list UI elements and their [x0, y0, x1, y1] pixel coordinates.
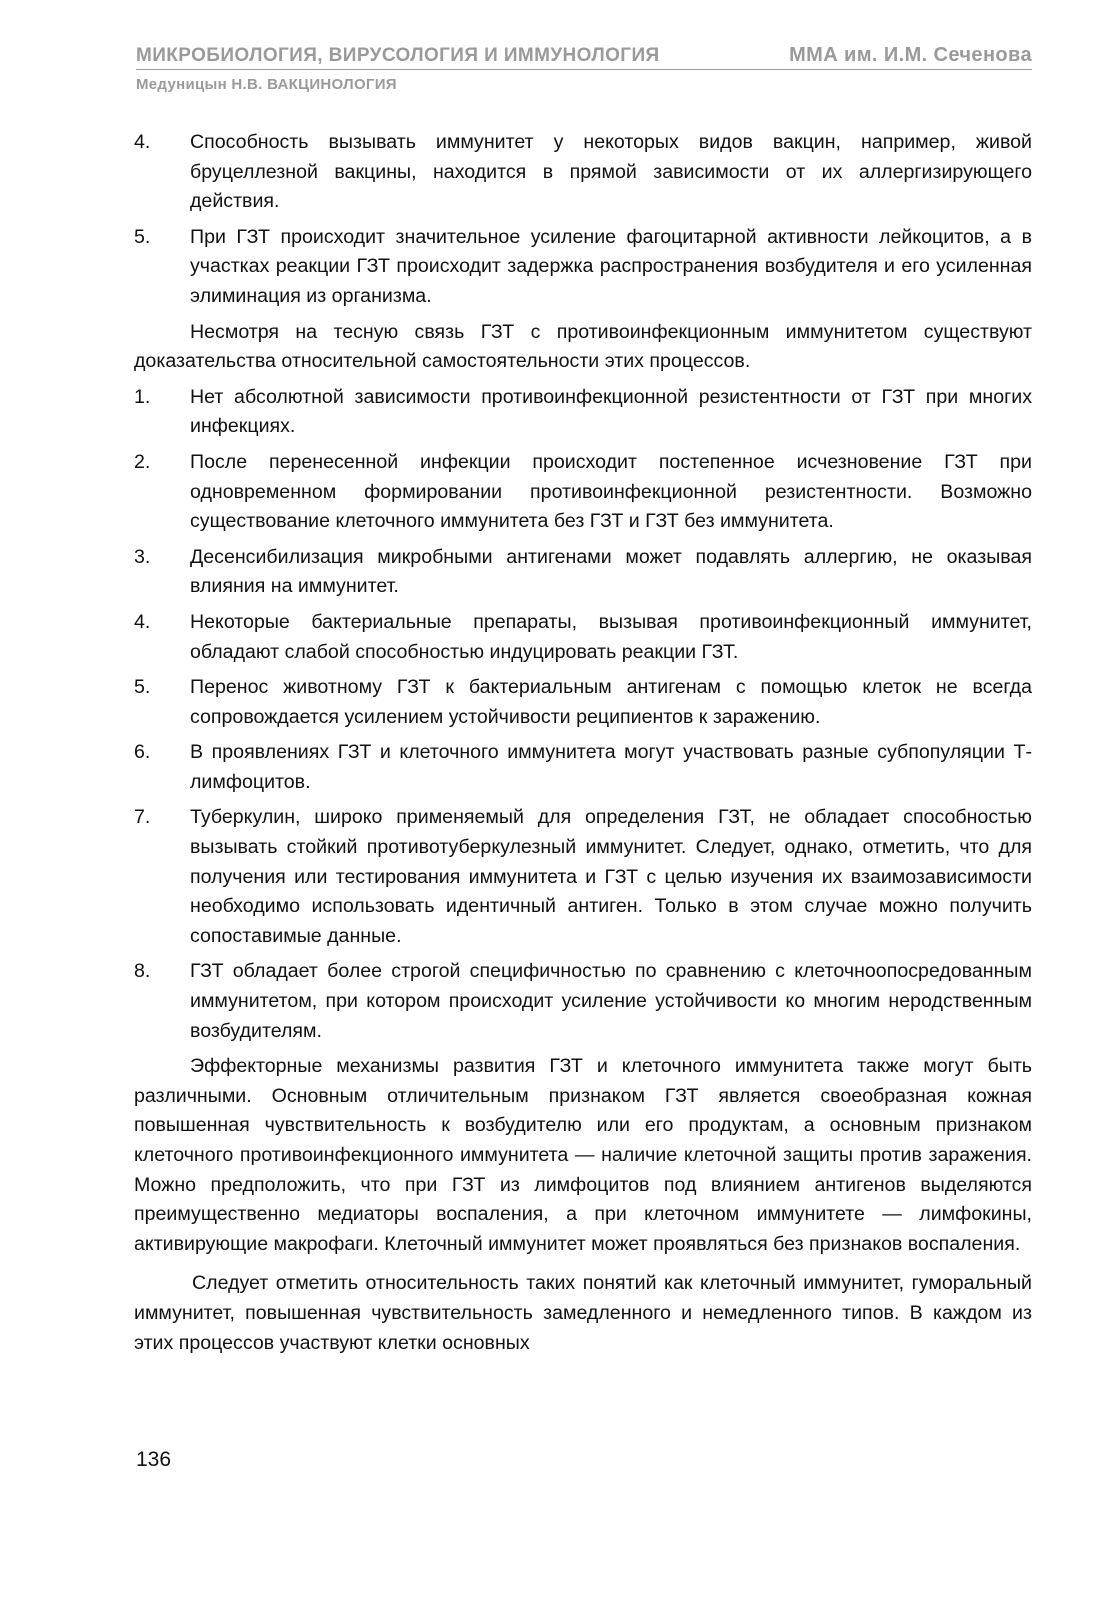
list-item-number: 6.	[134, 741, 151, 764]
list-item-number: 5.	[134, 676, 151, 699]
header-title-row	[136, 44, 1032, 70]
header-book-title: МИКРОБИОЛОГИЯ, ВИРУСОЛОГИЯ И ИММУНОЛОГИЯ	[136, 45, 660, 66]
list-item	[134, 673, 1032, 732]
list-item	[134, 223, 1032, 312]
list-item-text: Некоторые бактериальные препараты, вызывая противоинфекционный иммунитет, обладают слабой способностью индуцировать реакции ГЗТ.	[190, 610, 1032, 663]
list-item	[134, 738, 1032, 797]
list-item-text: При ГЗТ происходит значительное усиление фагоцитарной активности лейкоцитов, а в участках реакции ГЗТ происходит задержка распространения возбудителя и его усиленная элиминация из организма.	[190, 225, 1032, 307]
list-item-number: 5.	[134, 225, 151, 248]
list-item-text: В проявлениях ГЗТ и клеточного иммунитета могут участвовать разные субпопуляции Т-лимфоцитов.	[190, 741, 1032, 793]
list-item	[134, 128, 1032, 217]
page-body	[134, 128, 1032, 1364]
list-item-text: Способность вызывать иммунитет у некоторых видов вакцин, например, живой бруцеллезной вакцины, находится в прямой зависимости от их аллергизирующего действия.	[190, 131, 1032, 213]
list-item-number: 4.	[134, 131, 151, 153]
list-item-text: Нет абсолютной зависимости противоинфекционной резистентности от ГЗТ при многих инфекциях.	[190, 385, 1032, 438]
body-paragraph: Несмотря на тесную связь ГЗТ с противоинфекционным иммунитетом существуют доказательства относительной самостоятельности этих процессов.	[134, 320, 1032, 373]
list-item-text: ГЗТ обладает более строгой специфичностью по сравнению с клеточноопосредованным иммунитетом, при котором происходит усиление устойчивости ко многим неродственным возбудителям.	[190, 960, 1032, 1042]
header-institution: ММА им. И.М. Сеченова	[789, 44, 1032, 66]
list-item-text: Десенсибилизация микробными антигенами может подавлять аллергию, не оказывая влияния на иммунитет.	[190, 545, 1032, 598]
list-item	[134, 448, 1032, 537]
list-item	[134, 608, 1032, 667]
page-number: 136	[136, 1448, 172, 1471]
list-item-number: 1.	[134, 385, 151, 408]
body-paragraph: Следует отметить относительность таких понятий как клеточный иммунитет, гуморальный иммунитет, повышенная чувствительность замедленного и немедленного типов. В каждом из этих процессов участвуют клетки основных	[134, 1272, 1032, 1354]
running-header	[136, 44, 1032, 93]
list-item-text: После перенесенной инфекции происходит постепенное исчезновение ГЗТ при одновременном формировании противоинфекционной резистентности. Возможно существование клеточного иммунитета без ГЗТ и ГЗТ без иммунитета.	[190, 450, 1032, 533]
list-item-number: 4.	[134, 610, 151, 633]
header-author-subtitle: Медуницын Н.В. ВАКЦИНОЛОГИЯ	[136, 76, 397, 93]
list-item-number: 2.	[134, 450, 151, 473]
list-item	[134, 957, 1032, 1046]
list-item-number: 7.	[134, 806, 151, 829]
list-item-number: 3.	[134, 545, 151, 568]
list-item-text: Перенос животному ГЗТ к бактериальным антигенам с помощью клеток не всегда сопровождается усилением устойчивости реципиентов к заражению.	[190, 676, 1032, 728]
list-item	[134, 543, 1032, 602]
list-item	[134, 383, 1032, 442]
list-item-number: 8.	[134, 960, 151, 983]
list-item-text: Туберкулин, широко применяемый для определения ГЗТ, не обладает способностью вызывать стойкий противотуберкулезный иммунитет. Следует, однако, отметить, что для получения или тестирования иммунитета и ГЗТ с целью изучения их взаимозависимости необходимо использовать идентичный антиген. Только в этом случае можно получить сопоставимые данные.	[190, 806, 1032, 947]
body-paragraph: Эффекторные механизмы развития ГЗТ и клеточного иммунитета также могут быть различными. Основным отличительным признаком ГЗТ является своеобразная кожная повышенная чувствительность к возбудителю или его продуктам, а основным признаком клеточного противоинфекционного иммунитета — наличие клеточной защиты против заражения. Можно предположить, что при ГЗТ из лимфоцитов под влиянием антигенов выделяются преимущественно медиаторы воспаления, а при клеточном иммунитете — лимфокины, активирующие макрофаги. Клеточный иммунитет может проявляться без признаков воспаления.	[134, 1055, 1032, 1255]
list-item	[134, 803, 1032, 951]
